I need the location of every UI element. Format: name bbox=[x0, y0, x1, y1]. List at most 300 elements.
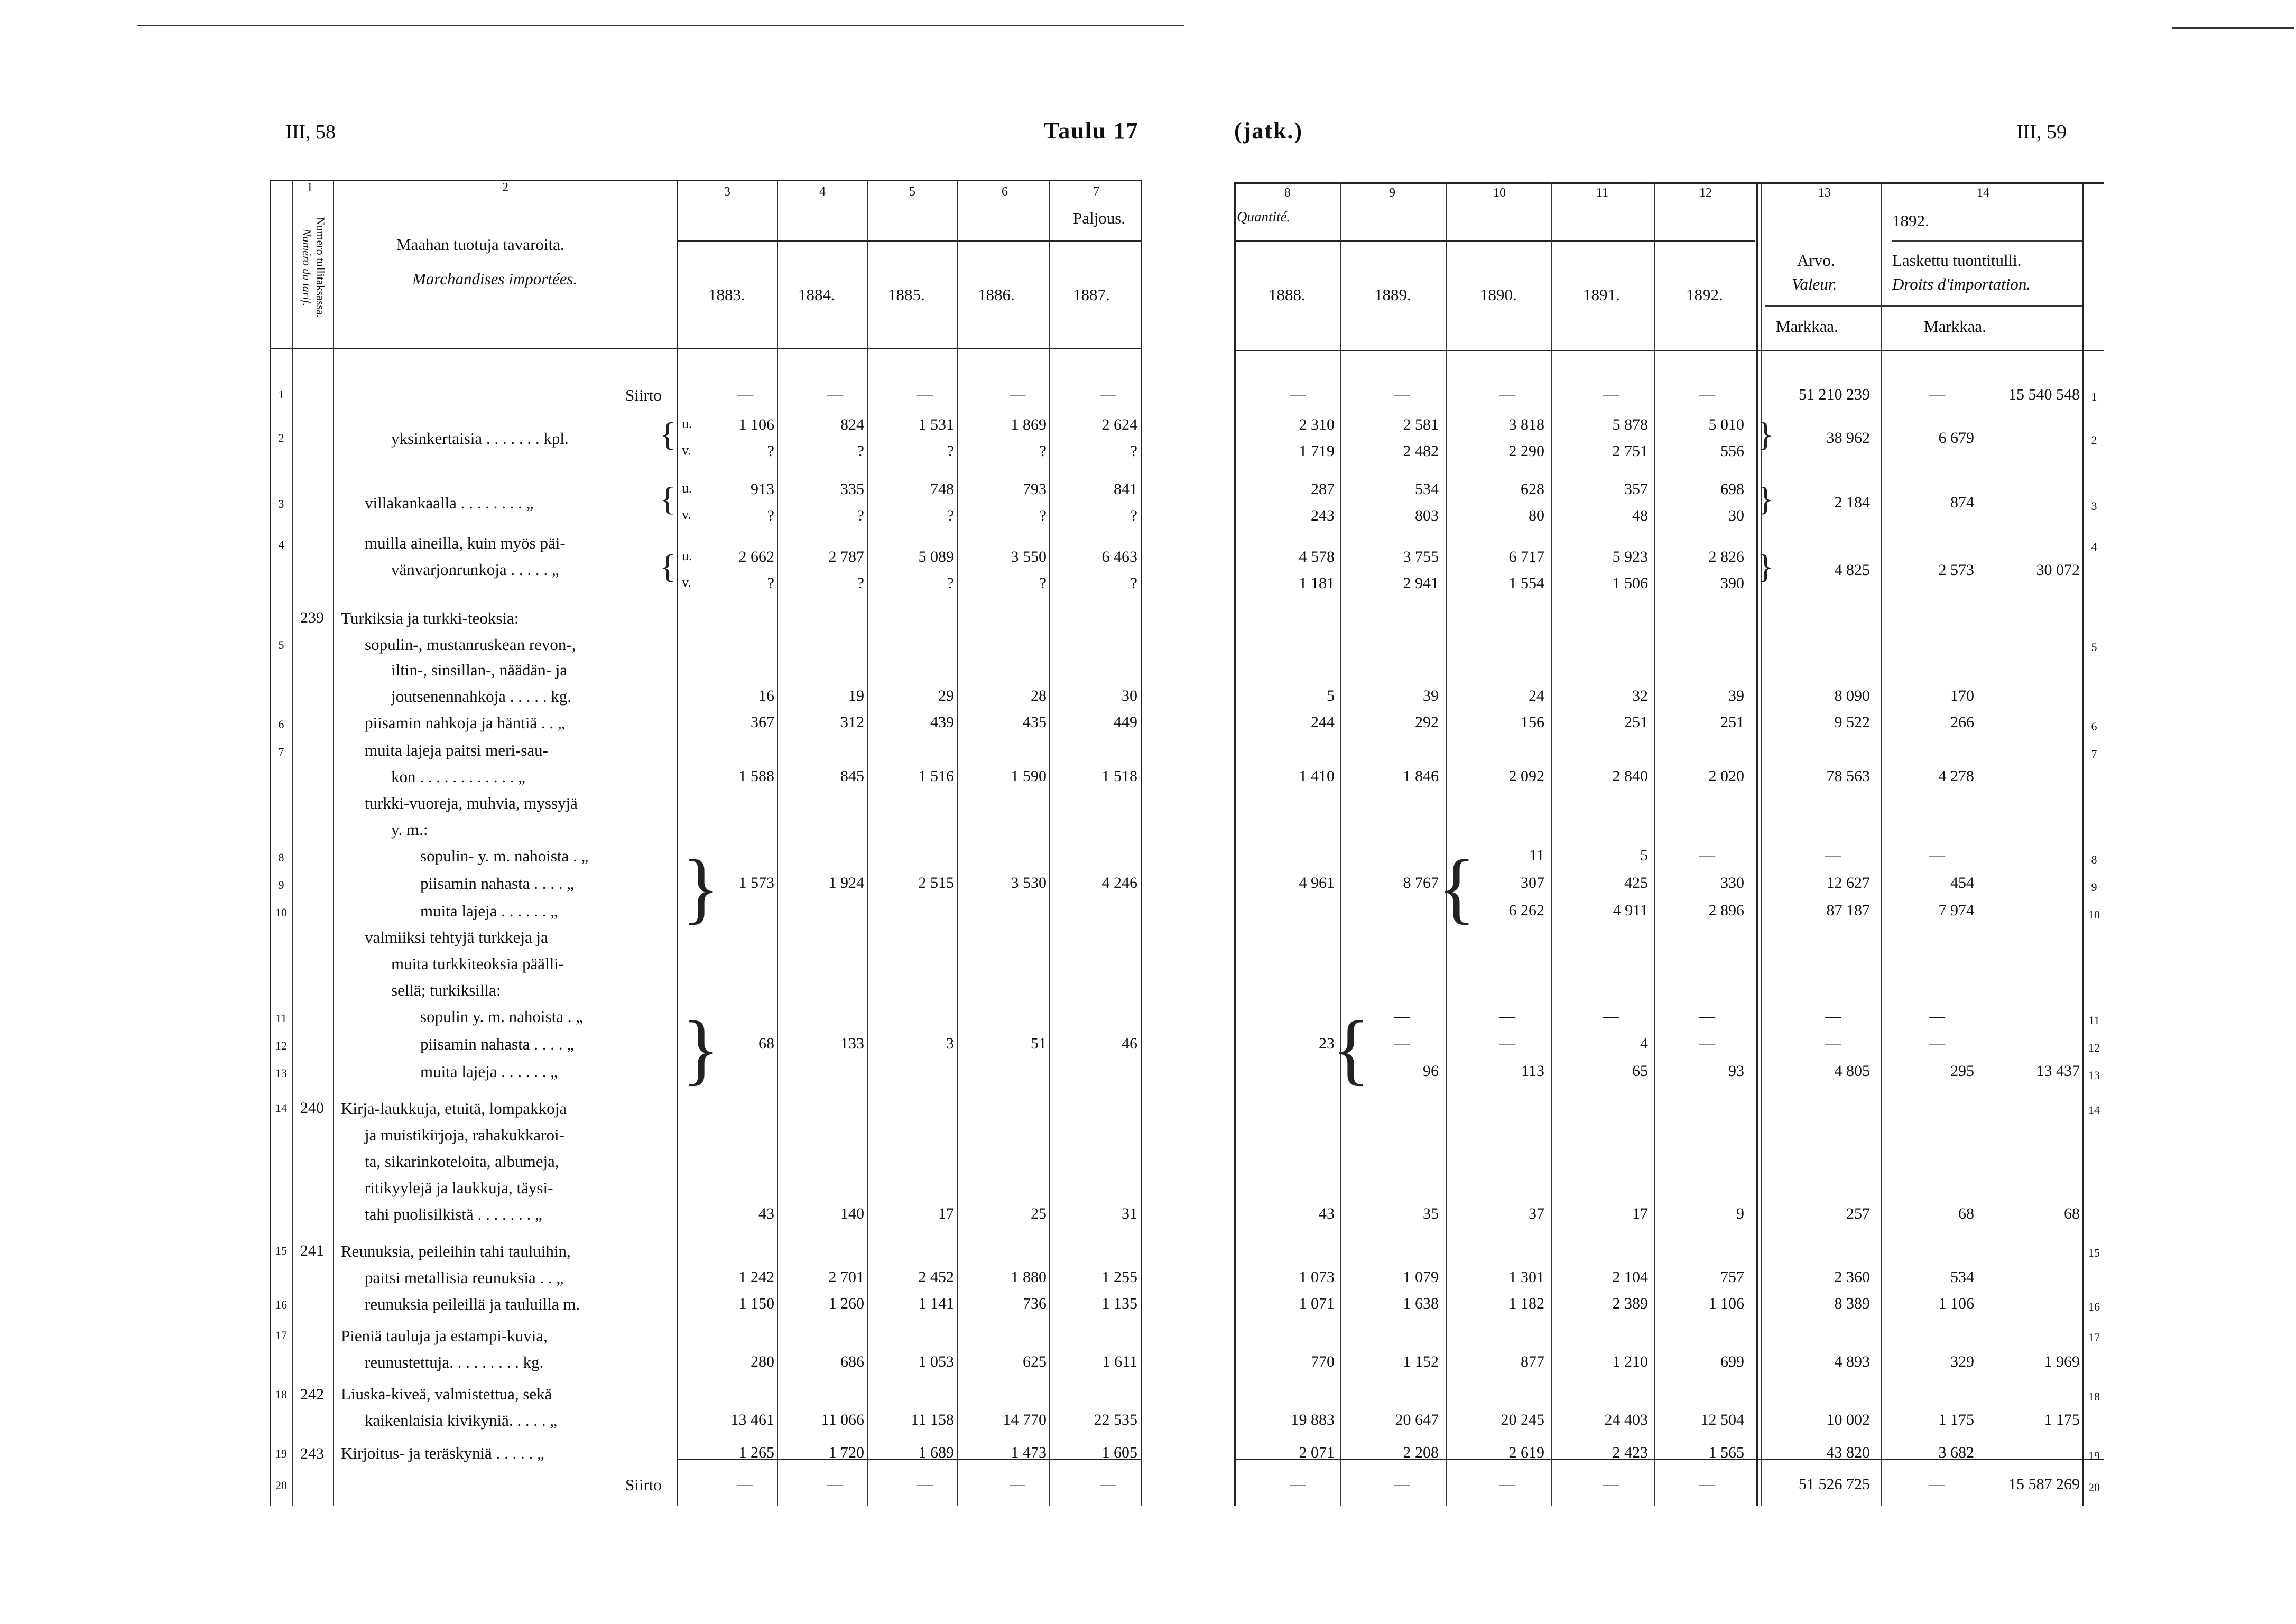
quantity-value: 2 662 bbox=[738, 548, 774, 565]
quantity-value: 3 550 bbox=[1011, 548, 1047, 565]
quantity-value: 7 974 bbox=[1938, 902, 1974, 919]
row-number: 12 bbox=[275, 1039, 287, 1052]
row-number-right: 13 bbox=[2088, 1069, 2100, 1082]
row-number-right: 12 bbox=[2088, 1041, 2100, 1054]
quantity-value: 1 141 bbox=[918, 1295, 954, 1312]
quantity-value: 11 bbox=[1529, 847, 1544, 864]
quantity-value: 841 bbox=[1114, 480, 1137, 498]
quantity-value: 1 079 bbox=[1403, 1268, 1439, 1286]
quantity-value: 748 bbox=[930, 480, 954, 498]
quantity-value: — bbox=[1699, 1475, 1715, 1493]
quantity-value: 251 bbox=[1624, 713, 1648, 731]
uv-mark: v. bbox=[682, 574, 691, 590]
item-text: sopulin- y. m. nahoista . „ bbox=[420, 847, 589, 865]
year-1891: 1891. bbox=[1583, 285, 1620, 304]
quantity-value: 307 bbox=[1521, 874, 1544, 892]
quantity-value: 25 bbox=[1031, 1205, 1047, 1222]
valeur-label: Valeur. bbox=[1792, 275, 1837, 293]
year-1885: 1885. bbox=[888, 285, 925, 304]
quantity-value: 2 104 bbox=[1612, 1268, 1648, 1286]
droits-label: Droits d'importation. bbox=[1892, 275, 2031, 293]
col-num-14: 14 bbox=[1977, 186, 1989, 200]
item-text: muilla aineilla, kuin myös päi- bbox=[365, 534, 566, 552]
quantity-value: 5 010 bbox=[1708, 416, 1744, 433]
quantity-value: 2 360 bbox=[1834, 1268, 1870, 1286]
quantity-value: ? bbox=[947, 442, 954, 460]
col-num-2: 2 bbox=[502, 181, 508, 194]
year-1892: 1892. bbox=[1686, 285, 1723, 304]
quantity-value: 266 bbox=[1950, 713, 1974, 731]
quantity-value: — bbox=[737, 1475, 753, 1493]
quantity-value: 913 bbox=[751, 480, 774, 498]
year-1890: 1890. bbox=[1480, 285, 1517, 304]
quantity-value: — bbox=[1499, 1035, 1515, 1052]
quantity-value: 9 522 bbox=[1834, 713, 1870, 731]
quantity-value: 15 587 269 bbox=[2008, 1475, 2080, 1493]
col-num-10: 10 bbox=[1493, 186, 1506, 200]
row-number: 7 bbox=[278, 745, 284, 758]
quantity-value: 534 bbox=[1950, 1268, 1974, 1286]
quantity-value: — bbox=[1499, 1475, 1515, 1493]
col-num-13: 13 bbox=[1818, 186, 1831, 200]
item-text: piisamin nahkoja ja häntiä . . „ bbox=[365, 713, 565, 732]
quantity-value: 803 bbox=[1415, 507, 1439, 524]
col-num-4: 4 bbox=[819, 185, 826, 199]
quantity-value: 14 770 bbox=[1003, 1411, 1047, 1428]
quantity-value: 243 bbox=[1311, 507, 1335, 524]
row-number-right: 11 bbox=[2088, 1014, 2100, 1027]
item-text: Pieniä tauluja ja estampi-kuvia, bbox=[341, 1326, 548, 1345]
quantity-value: — bbox=[1929, 1007, 1945, 1025]
quantity-value: 22 535 bbox=[1094, 1411, 1137, 1428]
item-text: muita lajeja paitsi meri-sau- bbox=[365, 741, 548, 759]
quantity-value: — bbox=[1825, 847, 1841, 864]
quantity-value: 20 245 bbox=[1501, 1411, 1544, 1428]
row-number-right: 18 bbox=[2088, 1390, 2100, 1403]
item-text: sopulin y. m. nahoista . „ bbox=[420, 1007, 583, 1026]
quantity-value: 770 bbox=[1311, 1353, 1335, 1370]
numero-label-fi: Numero tullitaksassa. bbox=[314, 217, 327, 318]
quantity-value: 3 755 bbox=[1403, 548, 1439, 565]
quantity-value: 1 053 bbox=[918, 1353, 954, 1370]
quantity-value: 2 896 bbox=[1708, 902, 1744, 919]
quantity-value: 3 bbox=[946, 1035, 954, 1052]
quantity-value: ? bbox=[1039, 507, 1047, 524]
quantity-value: 1 565 bbox=[1708, 1444, 1744, 1461]
quantity-value: 12 627 bbox=[1826, 874, 1870, 892]
quantity-value: 257 bbox=[1846, 1205, 1870, 1222]
row-number: 13 bbox=[275, 1066, 287, 1080]
quantity-value: 439 bbox=[930, 713, 954, 731]
table-title: Taulu 17 bbox=[1044, 118, 1139, 144]
quantity-value: — bbox=[1825, 1007, 1841, 1025]
quantity-value: 1 588 bbox=[738, 767, 774, 785]
quantity-value: 1 590 bbox=[1011, 767, 1047, 785]
quantity-value: — bbox=[1603, 1475, 1619, 1493]
year-1889: 1889. bbox=[1374, 285, 1411, 304]
quantity-value: 113 bbox=[1521, 1062, 1544, 1080]
quantity-value: 1 846 bbox=[1403, 767, 1439, 785]
quantity-value: — bbox=[1929, 1475, 1945, 1493]
quantity-value: 19 bbox=[848, 687, 864, 704]
quantity-value: 625 bbox=[1023, 1353, 1047, 1370]
quantity-value: 6 679 bbox=[1938, 429, 1974, 447]
quantity-value: 11 158 bbox=[911, 1411, 954, 1428]
row-number-right: 7 bbox=[2091, 747, 2097, 760]
item-text: muita lajeja . . . . . . „ bbox=[420, 902, 558, 920]
quantity-value: — bbox=[917, 1475, 933, 1493]
year-1892-header: 1892. bbox=[1892, 211, 1929, 230]
quantity-value: 449 bbox=[1114, 713, 1137, 731]
quantity-value: 13 437 bbox=[2036, 1062, 2080, 1080]
row-number-right: 2 bbox=[2091, 433, 2097, 447]
col-num-6: 6 bbox=[1002, 185, 1008, 199]
year-1884: 1884. bbox=[798, 285, 835, 304]
quantity-value: — bbox=[1699, 847, 1715, 864]
quantity-value: — bbox=[1010, 1475, 1025, 1493]
quantity-value: 17 bbox=[938, 1205, 954, 1222]
quantity-value: 874 bbox=[1950, 494, 1974, 511]
quantity-value: 556 bbox=[1720, 442, 1744, 460]
quantity-value: 686 bbox=[840, 1353, 864, 1370]
item-text: ta, sikarinkoteloita, albumeja, bbox=[365, 1152, 559, 1171]
row-number-right: 4 bbox=[2091, 540, 2097, 553]
quantity-value: 435 bbox=[1023, 713, 1047, 731]
quantity-value: ? bbox=[857, 442, 864, 460]
item-text: Kirjoitus- ja teräskyniä . . . . . „ bbox=[341, 1444, 544, 1462]
quantity-value: 1 638 bbox=[1403, 1295, 1439, 1312]
quantity-value: 6 717 bbox=[1508, 548, 1544, 565]
quantity-value: ? bbox=[1130, 442, 1137, 460]
quantity-value: 1 182 bbox=[1508, 1295, 1544, 1312]
quantity-value: ? bbox=[1039, 442, 1047, 460]
numero-header bbox=[295, 201, 332, 344]
quantity-value: 287 bbox=[1311, 480, 1335, 498]
quantity-value: — bbox=[1394, 386, 1410, 403]
quantity-value: ? bbox=[1130, 574, 1137, 592]
quantity-value: 35 bbox=[1423, 1205, 1439, 1222]
quantity-value: 2 515 bbox=[918, 874, 954, 892]
quantity-value: 244 bbox=[1311, 713, 1335, 731]
quantity-value: — bbox=[1394, 1475, 1410, 1493]
row-number-right: 5 bbox=[2091, 641, 2097, 654]
quantity-value: 2 482 bbox=[1403, 442, 1439, 460]
row-number-right: 15 bbox=[2088, 1246, 2100, 1259]
row-number: 6 bbox=[278, 718, 284, 731]
quantity-value: — bbox=[1929, 847, 1945, 864]
item-text: yksinkertaisia . . . . . . . kpl. bbox=[391, 429, 569, 448]
quantity-value: 1 150 bbox=[738, 1295, 774, 1312]
quantity-value: 12 504 bbox=[1700, 1411, 1744, 1428]
uv-mark: u. bbox=[682, 480, 692, 496]
quantity-value: 1 531 bbox=[918, 416, 954, 433]
quantity-value: 11 066 bbox=[821, 1411, 864, 1428]
quantity-value: 43 bbox=[1319, 1205, 1335, 1222]
quantity-value: ? bbox=[947, 507, 954, 524]
year-1886: 1886. bbox=[978, 285, 1015, 304]
row-number: 14 bbox=[275, 1101, 287, 1115]
quantity-value: 156 bbox=[1521, 713, 1544, 731]
quantity-value: 1 106 bbox=[738, 416, 774, 433]
quantite-label: Quantité. bbox=[1237, 209, 1291, 225]
quantity-value: ? bbox=[947, 574, 954, 592]
row-number: 5 bbox=[278, 638, 284, 652]
quantity-value: 4 246 bbox=[1101, 874, 1137, 892]
quantity-value: 295 bbox=[1950, 1062, 1974, 1080]
quantity-value: — bbox=[1100, 1475, 1116, 1493]
col-num-5: 5 bbox=[909, 185, 915, 199]
quantity-value: 1 106 bbox=[1938, 1295, 1974, 1312]
col-num-11: 11 bbox=[1596, 186, 1609, 200]
brace-right-3: } bbox=[1757, 480, 1774, 517]
quantity-value: 1 210 bbox=[1612, 1353, 1648, 1370]
laskettu-label: Laskettu tuontitulli. bbox=[1892, 251, 2022, 270]
quantity-value: 20 647 bbox=[1395, 1411, 1439, 1428]
quantity-value: 1 720 bbox=[828, 1444, 864, 1461]
quantity-value: 5 923 bbox=[1612, 548, 1648, 565]
row-number-right: 14 bbox=[2088, 1103, 2100, 1117]
item-text: vänvarjonrunkoja . . . . . „ bbox=[391, 560, 559, 579]
quantity-value: 3 818 bbox=[1508, 416, 1544, 433]
quantity-value: 4 bbox=[1640, 1035, 1648, 1052]
quantity-value: 1 869 bbox=[1011, 416, 1047, 433]
quantity-value: 1 175 bbox=[1938, 1411, 1974, 1428]
item-text: turkki-vuoreja, muhvia, myssyjä bbox=[365, 794, 578, 812]
quantity-value: — bbox=[1603, 386, 1619, 403]
quantity-value: 698 bbox=[1720, 480, 1744, 498]
item-text: Turkiksia ja turkki-teoksia: bbox=[341, 609, 519, 627]
quantity-value: — bbox=[917, 386, 933, 403]
quantity-value: 335 bbox=[840, 480, 864, 498]
quantity-value: 329 bbox=[1950, 1353, 1974, 1370]
quantity-value: 24 403 bbox=[1604, 1411, 1648, 1428]
row-number: 4 bbox=[278, 538, 284, 551]
item-text: muita lajeja . . . . . . „ bbox=[420, 1062, 558, 1081]
quantity-value: ? bbox=[1039, 574, 1047, 592]
quantity-value: 1 260 bbox=[828, 1295, 864, 1312]
row-number-right: 19 bbox=[2088, 1449, 2100, 1462]
uv-mark: u. bbox=[682, 416, 692, 431]
row-number-right: 16 bbox=[2088, 1300, 2100, 1313]
quantity-value: 48 bbox=[1632, 507, 1648, 524]
row-number: 2 bbox=[278, 431, 284, 444]
quantity-value: 39 bbox=[1423, 687, 1439, 704]
row-number: 15 bbox=[275, 1244, 287, 1257]
quantity-value: 24 bbox=[1529, 687, 1544, 704]
quantity-value: — bbox=[1290, 386, 1306, 403]
row-number: 10 bbox=[275, 906, 287, 919]
item-text: piisamin nahasta . . . . „ bbox=[420, 1035, 574, 1053]
quantity-value: 39 bbox=[1728, 687, 1744, 704]
quantity-value: 2 092 bbox=[1508, 767, 1544, 785]
quantity-value: — bbox=[1699, 1007, 1715, 1025]
brace-turkki-vuoreja: } bbox=[682, 844, 720, 932]
quantity-value: 29 bbox=[938, 687, 954, 704]
quantity-value: 1 255 bbox=[1101, 1268, 1137, 1286]
tariff-number: 240 bbox=[300, 1099, 324, 1117]
quantity-value: 425 bbox=[1624, 874, 1648, 892]
quantity-value: — bbox=[737, 386, 753, 403]
row-number-right: 9 bbox=[2091, 880, 2097, 894]
quantity-value: 1 518 bbox=[1101, 767, 1137, 785]
quantity-value: 2 310 bbox=[1299, 416, 1335, 433]
item-text: y. m.: bbox=[391, 820, 428, 839]
brace-right-11-13: { bbox=[1332, 1005, 1370, 1093]
quantity-value: 23 bbox=[1319, 1035, 1335, 1052]
quantity-value: 2 624 bbox=[1101, 416, 1137, 433]
quantity-value: 2 573 bbox=[1938, 561, 1974, 579]
quantity-value: 30 072 bbox=[2036, 561, 2080, 579]
numero-label-fr: Numéro du tarif. bbox=[300, 228, 313, 307]
quantity-value: ? bbox=[767, 507, 774, 524]
tariff-number: 241 bbox=[300, 1242, 324, 1259]
quantity-value: 4 893 bbox=[1834, 1353, 1870, 1370]
quantity-value: 4 578 bbox=[1299, 548, 1335, 565]
quantity-value: — bbox=[1290, 1475, 1306, 1493]
quantity-value: 3 530 bbox=[1011, 874, 1047, 892]
item-text: ja muistikirjoja, rahakukkaroi- bbox=[365, 1126, 564, 1144]
quantity-value: 2 184 bbox=[1834, 494, 1870, 511]
brace-muilla: { bbox=[660, 547, 676, 585]
markkaa-arvo-label: Markkaa. bbox=[1776, 317, 1838, 336]
year-1883: 1883. bbox=[708, 285, 745, 304]
quantity-value: 1 611 bbox=[1102, 1353, 1137, 1370]
item-text: joutsenennahkoja . . . . . kg. bbox=[391, 687, 571, 706]
quantity-value: 30 bbox=[1122, 687, 1137, 704]
quantity-value: 43 bbox=[758, 1205, 774, 1222]
quantity-value: 1 181 bbox=[1299, 574, 1335, 592]
quantity-value: 96 bbox=[1423, 1062, 1439, 1080]
item-text: sopulin-, mustanruskean revon-, bbox=[365, 635, 576, 654]
quantity-value: 5 bbox=[1640, 847, 1648, 864]
top-rule-left bbox=[137, 25, 1184, 26]
quantity-value: 357 bbox=[1624, 480, 1648, 498]
quantity-value: 367 bbox=[751, 713, 774, 731]
quantity-value: 2 071 bbox=[1299, 1444, 1335, 1461]
brace-yksinkertaisia: { bbox=[660, 415, 676, 453]
quantity-value: 5 089 bbox=[918, 548, 954, 565]
quantity-value: 80 bbox=[1529, 507, 1544, 524]
quantity-value: 1 071 bbox=[1299, 1295, 1335, 1312]
quantity-value: 1 473 bbox=[1011, 1444, 1047, 1461]
col-num-9: 9 bbox=[1389, 186, 1395, 200]
quantity-value: 1 689 bbox=[918, 1444, 954, 1461]
row-number-right: 6 bbox=[2091, 720, 2097, 733]
table-continuation: (jatk.) bbox=[1234, 118, 1303, 144]
quantity-value: 38 962 bbox=[1826, 429, 1870, 447]
page-number-right: III, 59 bbox=[2016, 121, 2067, 143]
quantity-value: 1 516 bbox=[918, 767, 954, 785]
tariff-number: 239 bbox=[300, 609, 324, 626]
col-num-1: 1 bbox=[307, 181, 313, 194]
item-text: Reunuksia, peileihin tahi tauluihin, bbox=[341, 1242, 571, 1260]
markkaa-tulli-label: Markkaa. bbox=[1924, 317, 1986, 336]
item-text: iltin-, sinsillan-, näädän- ja bbox=[391, 661, 568, 679]
quantity-value: 13 461 bbox=[730, 1411, 774, 1428]
row-number: 3 bbox=[278, 497, 284, 511]
year-1887: 1887. bbox=[1073, 285, 1110, 304]
quantity-value: 292 bbox=[1415, 713, 1439, 731]
quantity-value: 845 bbox=[840, 767, 864, 785]
quantity-value: 43 820 bbox=[1826, 1444, 1870, 1461]
quantity-value: 87 187 bbox=[1826, 902, 1870, 919]
quantity-value: 9 bbox=[1736, 1205, 1744, 1222]
quantity-value: 1 924 bbox=[828, 874, 864, 892]
quantity-value: 312 bbox=[840, 713, 864, 731]
quantity-value: 1 880 bbox=[1011, 1268, 1047, 1286]
quantity-value: 19 883 bbox=[1291, 1411, 1335, 1428]
item-text: kaikenlaisia kivikyniä. . . . . „ bbox=[365, 1411, 558, 1430]
quantity-value: 2 389 bbox=[1612, 1295, 1648, 1312]
quantity-value: 93 bbox=[1728, 1062, 1744, 1080]
quantity-value: 390 bbox=[1720, 574, 1744, 592]
quantity-value: ? bbox=[767, 442, 774, 460]
quantity-value: 534 bbox=[1415, 480, 1439, 498]
row-number: 20 bbox=[275, 1479, 287, 1492]
quantity-value: 2 208 bbox=[1403, 1444, 1439, 1461]
quantity-value: — bbox=[827, 1475, 843, 1493]
quantity-value: — bbox=[1499, 1007, 1515, 1025]
quantity-value: 6 463 bbox=[1101, 548, 1137, 565]
item-text: tahi puolisilkistä . . . . . . . „ bbox=[365, 1205, 542, 1223]
quantity-value: 2 701 bbox=[828, 1268, 864, 1286]
quantity-value: 8 767 bbox=[1403, 874, 1439, 892]
quantity-value: 3 682 bbox=[1938, 1444, 1974, 1461]
item-text: reunustettuja. . . . . . . . . kg. bbox=[365, 1353, 544, 1371]
quantity-value: 1 265 bbox=[738, 1444, 774, 1461]
quantity-value: ? bbox=[857, 507, 864, 524]
quantity-value: 68 bbox=[2064, 1205, 2080, 1222]
quantity-value: 2 787 bbox=[828, 548, 864, 565]
quantity-value: 330 bbox=[1720, 874, 1744, 892]
quantity-value: 68 bbox=[1958, 1205, 1974, 1222]
uv-mark: v. bbox=[682, 507, 691, 522]
quantity-value: 140 bbox=[840, 1205, 864, 1222]
quantity-value: 2 290 bbox=[1508, 442, 1544, 460]
brace-right-4: } bbox=[1757, 547, 1774, 585]
quantity-value: 877 bbox=[1521, 1353, 1544, 1370]
item-text: Siirto bbox=[625, 386, 662, 404]
quantity-value: 133 bbox=[840, 1035, 864, 1052]
col-num-7: 7 bbox=[1093, 185, 1099, 199]
row-number-right: 1 bbox=[2091, 390, 2097, 403]
quantity-value: 65 bbox=[1632, 1062, 1648, 1080]
item-text: Kirja-laukkuja, etuitä, lompakkoja bbox=[341, 1099, 567, 1118]
quantity-value: 1 175 bbox=[2044, 1411, 2080, 1428]
item-text: piisamin nahasta . . . . „ bbox=[420, 874, 574, 893]
quantity-value: 699 bbox=[1720, 1353, 1744, 1370]
quantity-value: 46 bbox=[1122, 1035, 1137, 1052]
quantity-value: 4 805 bbox=[1834, 1062, 1870, 1080]
quantity-value: 280 bbox=[751, 1353, 774, 1370]
quantity-value: 2 423 bbox=[1612, 1444, 1648, 1461]
quantity-value: 1 106 bbox=[1708, 1295, 1744, 1312]
row-number: 17 bbox=[275, 1329, 287, 1342]
top-rule-right bbox=[2172, 27, 2294, 29]
quantity-value: 628 bbox=[1521, 480, 1544, 498]
row-number-right: 17 bbox=[2088, 1331, 2100, 1344]
brace-villakankaalla: { bbox=[660, 480, 676, 517]
item-text: sellä; turkiksilla: bbox=[391, 981, 501, 999]
quantity-value: 37 bbox=[1529, 1205, 1544, 1222]
quantity-value: — bbox=[1603, 1007, 1619, 1025]
col-num-3: 3 bbox=[724, 185, 730, 199]
row-number: 8 bbox=[278, 851, 284, 864]
row-number: 18 bbox=[275, 1388, 287, 1401]
quantity-value: 8 090 bbox=[1834, 687, 1870, 704]
item-text: valmiiksi tehtyjä turkkeja ja bbox=[365, 928, 548, 946]
row-number-right: 3 bbox=[2091, 499, 2097, 513]
